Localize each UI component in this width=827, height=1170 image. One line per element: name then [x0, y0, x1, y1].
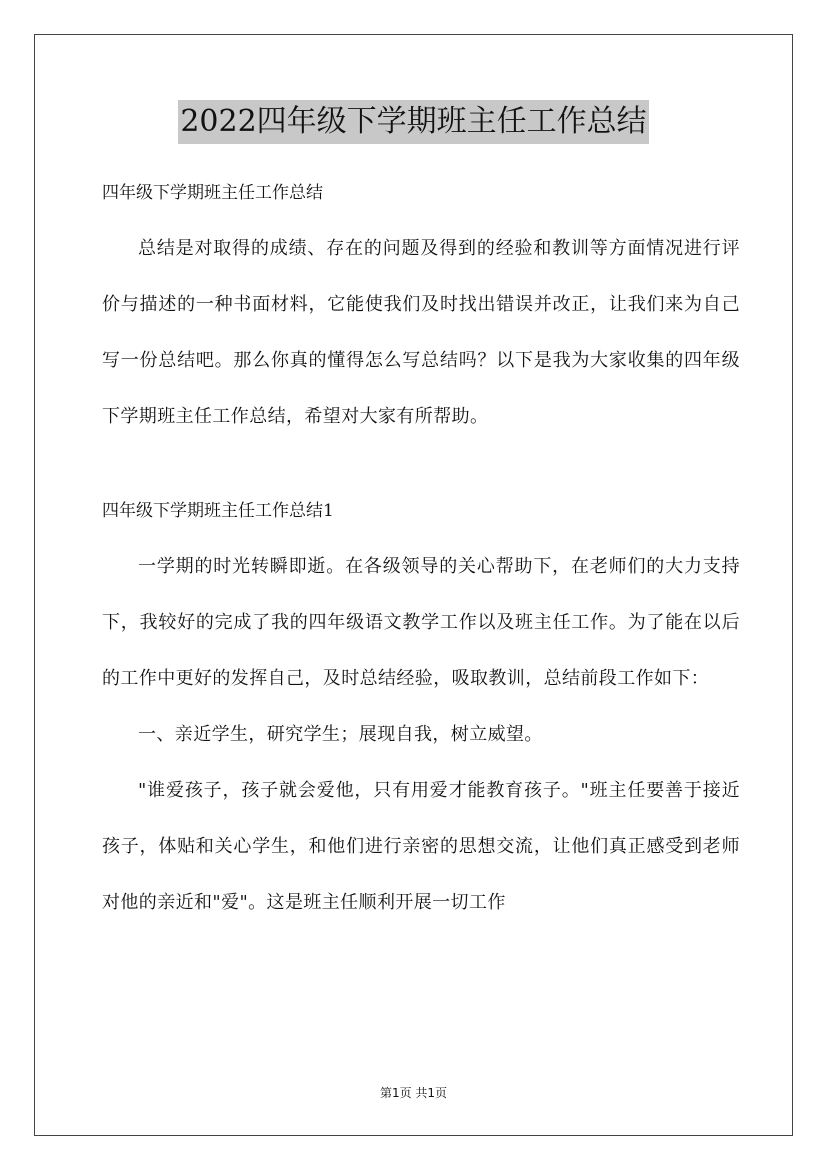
page-footer: 第1页 共1页	[379, 1086, 448, 1100]
intro-paragraph: 总结是对取得的成绩、存在的问题及得到的经验和教训等方面情况进行评价与描述的一种书面材料，它能使我们及时找出错误并改正，让我们来为自己写一份总结吧。那么你真的懂得怎么写总结吗？以下是我为大家收集的四年级下学期班主任工作总结，希望对大家有所帮助。	[102, 238, 740, 427]
intro-heading: 四年级下学期班主任工作总结	[102, 183, 323, 203]
section1-heading: 四年级下学期班主任工作总结1	[102, 501, 334, 521]
section1-paragraph-2: 一、亲近学生，研究学生；展现自我，树立威望。	[138, 724, 543, 745]
section1-paragraph-3: "谁爱孩子，孩子就会爱他，只有用爱才能教育孩子。"班主任要善于接近孩子，体贴和关心学生，和他们进行亲密的思想交流，让他们真正感受到老师对他的亲近和"爱"。这是班主任顺利开展一切工作	[102, 780, 740, 913]
document-title: 2022四年级下学期班主任工作总结	[178, 100, 648, 144]
title-container	[0, 100, 827, 144]
document-body	[102, 165, 740, 931]
section1-paragraph-1: 一学期的时光转瞬即逝。在各级领导的关心帮助下，在老师们的大力支持下，我较好的完成了我的四年级语文教学工作以及班主任工作。为了能在以后的工作中更好的发挥自己，及时总结经验，吸取教训，总结前段工作如下：	[102, 556, 740, 689]
